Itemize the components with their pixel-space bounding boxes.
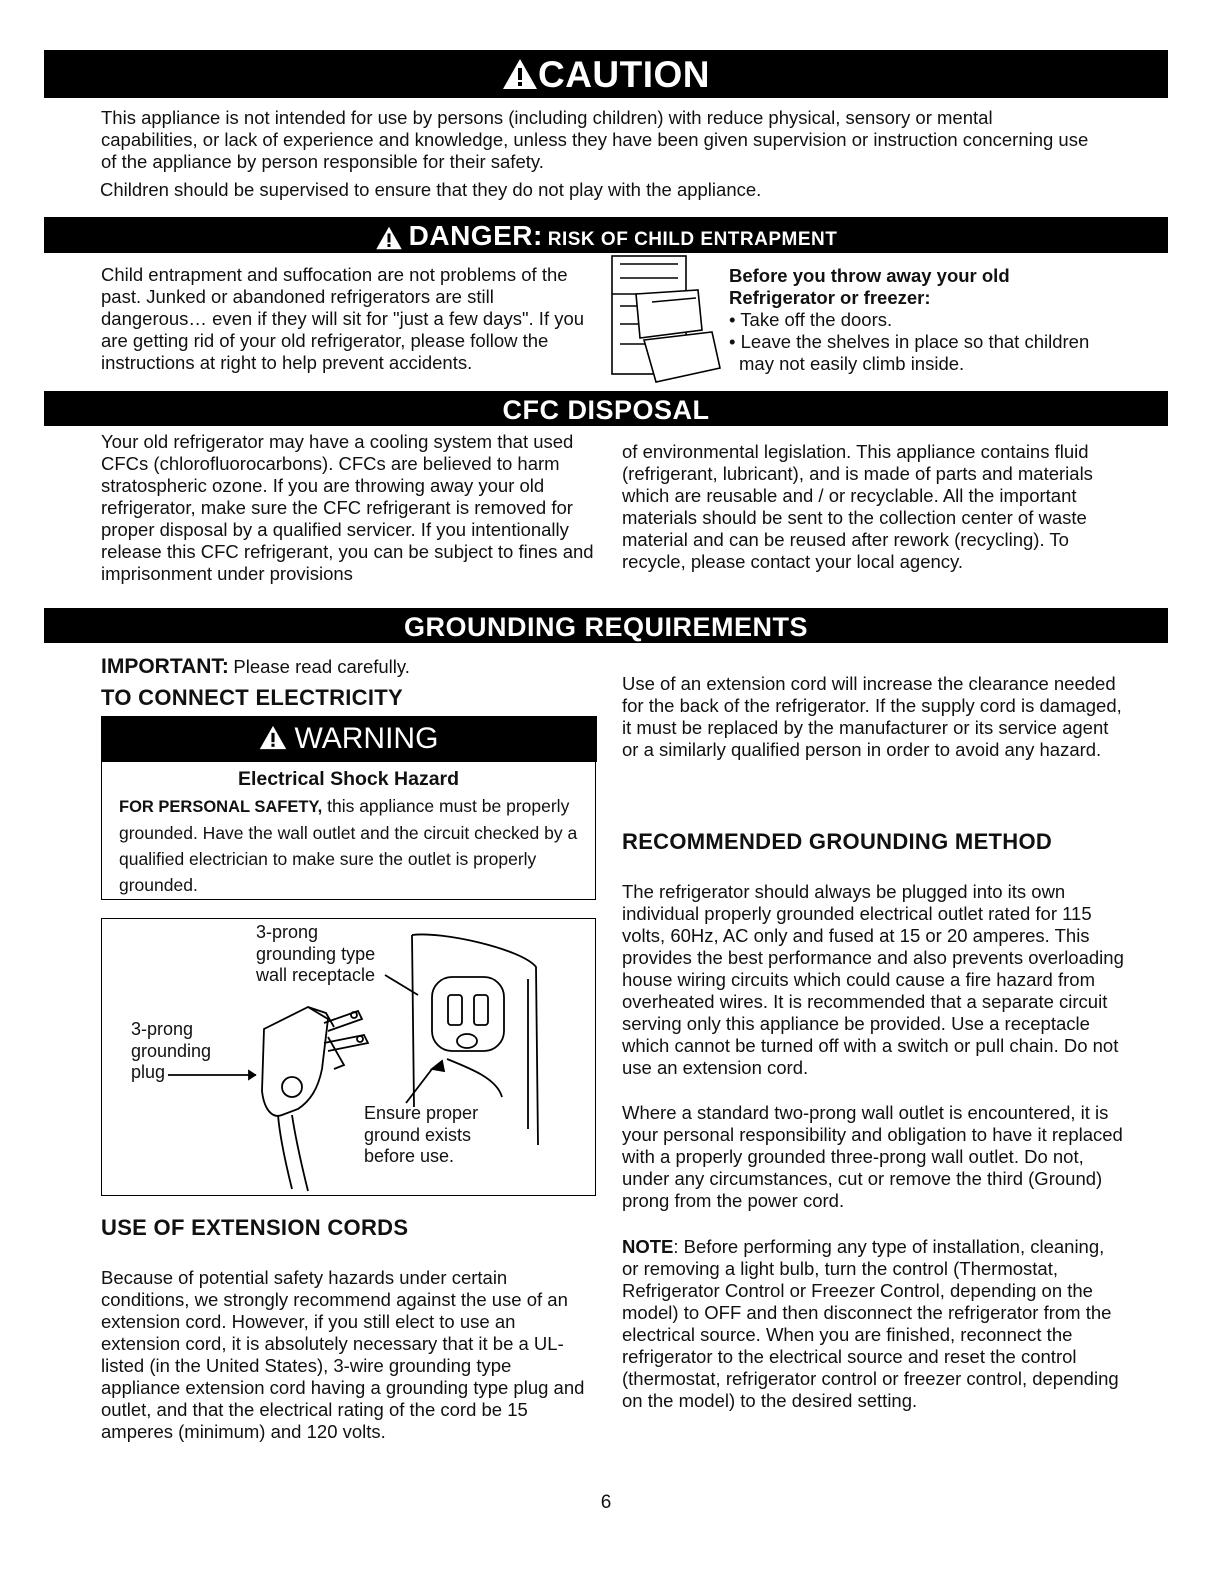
extension-clearance-text: Use of an extension cord will increase the clearance needed for the back of the refrigerator. If the supply cord is damaged, it must be replaced by the manufacturer or its service agent or a similarly qualified person in order to avoid any hazard. bbox=[622, 673, 1122, 760]
danger-right-heading-2: Refrigerator or freezer: bbox=[729, 287, 931, 308]
cfc-left-text: Your old refrigerator may have a cooling system that used CFCs (chlorofluorocarbons). CFCs are believed to harm stratospheric ozone. If you are throwing away your old refrigerator, make sure the CFC refrigerant is removed for proper disposal by a qualified servicer. If you intentionally release this CFC refrigerant, you can be subject to fines and imprisonment under provisions bbox=[101, 431, 594, 584]
cfc-banner bbox=[44, 391, 1168, 426]
danger-title: DANGER: bbox=[408, 220, 543, 251]
page-number: 6 bbox=[600, 1492, 612, 1513]
warning-triangle-icon bbox=[259, 725, 287, 750]
caution-children-note: Children should be supervised to ensure that they do not play with the appliance. bbox=[100, 179, 762, 200]
important-line bbox=[101, 655, 410, 679]
hazard-heading: Electrical Shock Hazard bbox=[237, 768, 460, 790]
safety-text-block bbox=[102, 791, 595, 898]
warning-triangle-icon bbox=[375, 226, 403, 250]
danger-right-text bbox=[729, 265, 1129, 375]
plug-label-line-2: grounding bbox=[131, 1040, 212, 1061]
ensure-label-line-1: Ensure proper bbox=[364, 1103, 479, 1123]
plug-label-line-1: 3-prong bbox=[131, 1019, 194, 1039]
important-text: Please read carefully. bbox=[233, 656, 410, 677]
danger-bullet-2: • Leave the shelves in place so that children bbox=[729, 331, 1090, 352]
note-text: : Before performing any type of installation, cleaning, or removing a light bulb, turn the control (Thermostat, Refrigerator Control or Freezer Control, depending on the model) to OFF and then disconnect the refrigerator from the electrical source. When you are finished, reconnect the refrigerator to the electrical source and reset the control (thermostat, refrigerator control or freezer control, depending on the model) to the desired setting. bbox=[622, 1236, 1119, 1411]
ensure-label bbox=[364, 1103, 478, 1168]
plug-diagram-frame bbox=[101, 918, 596, 1196]
ensure-label-line-3: before use. bbox=[364, 1146, 455, 1166]
danger-right-heading-1: Before you throw away your old bbox=[729, 265, 1010, 286]
caution-banner bbox=[44, 50, 1168, 98]
caution-paragraph: This appliance is not intended for use by persons (including children) with reduce physical, sensory or mental capabilities, or lack of experience and knowledge, unless they have been given supervision or instruction concerning use of the appliance by person responsible for their safety. bbox=[101, 107, 1089, 172]
connect-electricity-heading: TO CONNECT ELECTRICITY bbox=[101, 685, 403, 710]
warning-box bbox=[101, 716, 596, 900]
receptacle-label-line-2: grounding type bbox=[256, 943, 376, 964]
danger-bullet-2-cont: may not easily climb inside. bbox=[739, 353, 965, 374]
grounding-method-heading: RECOMMENDED GROUNDING METHOD bbox=[622, 829, 1053, 854]
important-label: IMPORTANT: bbox=[101, 655, 229, 678]
ensure-label-line-2: ground exists bbox=[364, 1124, 472, 1145]
caution-body bbox=[101, 107, 1091, 201]
plug-label-line-3: plug bbox=[131, 1062, 166, 1082]
danger-subtitle: RISK OF CHILD ENTRAPMENT bbox=[547, 229, 838, 250]
cfc-right-text: of environmental legislation. This appliance contains fluid (refrigerant, lubricant), and is made of parts and materials which are reusable and / or recyclable. All the important materials should be sent to the collection center of waste material and can be reused after rework (recycling). To recycle, please contact your local agency. bbox=[622, 441, 1093, 572]
note-label: NOTE bbox=[622, 1236, 674, 1257]
cfc-title: CFC DISPOSAL bbox=[502, 395, 710, 425]
plug-label bbox=[131, 1019, 211, 1084]
danger-banner bbox=[44, 217, 1168, 253]
refrigerator-illustration bbox=[608, 254, 726, 384]
note-text-block bbox=[622, 1236, 1124, 1412]
receptacle-label-line-1: 3-prong bbox=[256, 922, 319, 942]
receptacle-label bbox=[256, 922, 375, 987]
extension-cords-text: Because of potential safety hazards under certain conditions, we strongly recommend against the use of an extension cord. However, if you still elect to use an extension cord, it is absolutely necessary that it be a UL-listed (in the United States), 3-wire grounding type appliance extension cord having a grounding type plug and outlet, and that the electrical rating of the cord be 15 amperes (minimum) and 120 volts. bbox=[101, 1267, 585, 1442]
extension-cords-heading: USE OF EXTENSION CORDS bbox=[101, 1215, 409, 1240]
warning-title: WARNING bbox=[294, 722, 439, 755]
receptacle-label-line-3: wall receptacle bbox=[256, 965, 376, 985]
warning-header bbox=[101, 716, 597, 762]
grounding-method-text: The refrigerator should always be plugged into its own individual properly grounded electrical outlet rated for 115 volts, 60Hz, AC only and fused at 15 or 20 amperes. This provides the best performance and also prevents overloading house wiring circuits which could cause a fire hazard from overheated wires. It is recommended that a separate circuit serving only this appliance be provided. Use a receptacle which cannot be turned off with a switch or pull chain. Do not use an extension cord. bbox=[622, 881, 1124, 1078]
safety-label: FOR PERSONAL SAFETY, bbox=[119, 798, 323, 816]
two-prong-text: Where a standard two-prong wall outlet is encountered, it is your personal responsibility and obligation to have it replaced with a properly grounded three-prong wall outlet. Do not, under any circumstances, cut or remove the third (Ground) prong from the power cord. bbox=[622, 1102, 1123, 1211]
danger-left-text: Child entrapment and suffocation are not problems of the past. Junked or abandoned refrigerators are still dangerous… even if they will sit for "just a few days". If you are getting rid of your old refrigerator, please follow the instructions at right to help prevent accidents. bbox=[101, 264, 585, 373]
grounding-title: GROUNDING REQUIREMENTS bbox=[403, 612, 809, 642]
grounding-banner bbox=[44, 608, 1168, 643]
warning-triangle-icon bbox=[502, 58, 538, 90]
danger-bullet-1: • Take off the doors. bbox=[729, 309, 893, 330]
caution-title: CAUTION bbox=[537, 54, 711, 95]
safety-text: this appliance must be properly grounded. Have the wall outlet and the circuit checked by a qualified electrician to make sure the outlet is properly grounded. bbox=[119, 796, 578, 895]
